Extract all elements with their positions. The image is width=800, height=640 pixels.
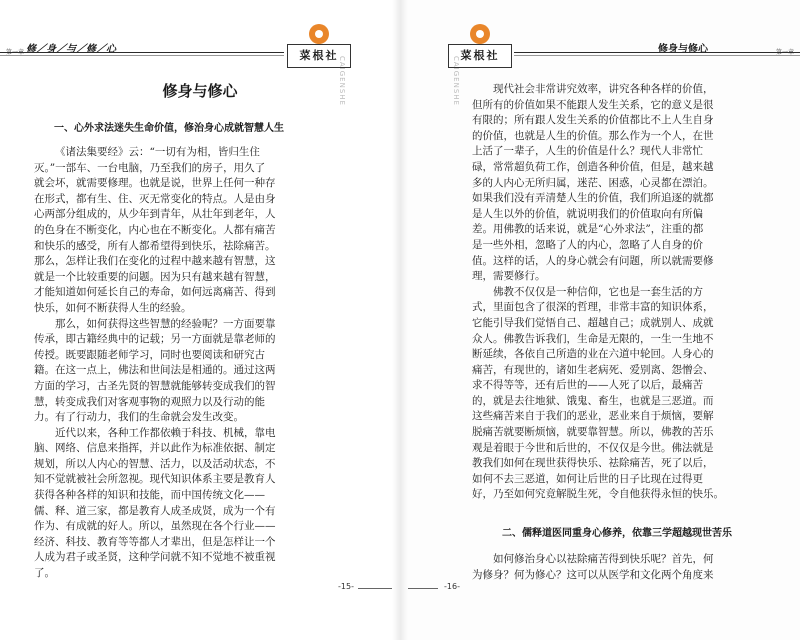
page-number: -16- [444, 582, 460, 591]
text-line: 但所有的价值如果不能跟人发生关系，它的意义是很 [472, 98, 714, 111]
text-line: 现代社会非常讲究效率，讲究各种各样的价值， [493, 83, 714, 95]
text-line: 有限的；所有跟人发生关系的价值都比不上人生自身 [472, 114, 714, 127]
body-text [34, 145, 334, 582]
text-line: 儒、释、道三家，都是教育人成圣成贤，成为一个有 [34, 504, 276, 517]
logo-emblem-icon [309, 24, 329, 44]
text-line: 碌，常常超负荷工作，创造各种价值，但是，越来越 [472, 160, 714, 173]
body-text [472, 82, 784, 503]
side-vertical-text: CAIGENSHE [452, 56, 460, 106]
text-line: 众人。佛教告诉我们，生命是无限的，一生一生地不 [472, 332, 714, 345]
text-line: 这些痛苦来自于我们的恶业，恶业来自于烦恼，要解 [472, 410, 714, 423]
page-title: 修身与修心 [162, 82, 238, 100]
text-line: 籍。在这一点上，佛法和世间法是相通的。通过这两 [34, 364, 276, 377]
text-line: 是人生以外的价值，就说明我们的价值取向有所偏 [472, 207, 703, 220]
text-line: 的色身在不断变化，内心也在不断变化。人都有痛苦 [34, 223, 276, 236]
logo-emblem-icon [470, 24, 490, 44]
section-heading: 二、儒释道医同重身心修养，依靠三学超越现世苦乐 [502, 528, 732, 539]
text-line: 好，乃至如何究竟解脱生死，令自他获得永恒的快乐。 [472, 488, 724, 501]
text-line: 如果我们没有弄清楚人生的价值，我们所追逐的就都 [472, 192, 714, 205]
text-line: 力。有了行动力，我们的生命就会发生改变。 [34, 411, 244, 424]
page-number: -15- [338, 582, 354, 591]
text-line: 方面的学习，古圣先贤的智慧就能够转变成我们的智 [34, 379, 276, 392]
text-line: 观是着眼于今世和后世的，不仅仅是今世。佛法就是 [472, 441, 714, 454]
running-title: 修身与修心 [658, 44, 708, 55]
book-gutter [392, 0, 408, 640]
text-line: 《诸法集要经》云：“一切有为相，皆归生住 [55, 146, 260, 158]
text-line: 了。 [34, 567, 55, 580]
text-line: 知不觉就被社会所忽视。现代知识体系主要是教育人 [34, 473, 276, 486]
header-rule [514, 52, 800, 53]
chapter-label: 第一章 [776, 49, 795, 56]
body-text-continued [472, 552, 784, 583]
text-line: 差。用佛教的话来说，就是“心外求法”，注重的都 [472, 223, 704, 236]
text-line: 规划，所以人内心的智慧、活力，以及活动状态，不 [34, 457, 276, 470]
text-line: 心两部分组成的，从少年到青年，从壮年到老年，人 [34, 208, 276, 221]
footer-rule [408, 588, 438, 589]
footer-rule [358, 588, 392, 589]
text-line: 为修身？何为修心？这可以从医学和文化两个角度来 [472, 568, 714, 581]
text-line: 获得各种各样的知识和技能，而中国传统文化—— [34, 489, 265, 502]
logo-text: 菜根社 [448, 44, 512, 68]
text-line: 是一些外相，忽略了人的内心，忽略了人自身的价 [472, 238, 703, 251]
text-line: 的价值，也就是人生的价值。那么作为一个人，在世 [472, 129, 714, 142]
right-page [400, 0, 800, 640]
text-line: 上活了一辈子，人生的价值是什么？现代人非常忙 [472, 145, 703, 158]
text-line: 的，就是去往地狱、饿鬼、畜生，也就是三恶道。而 [472, 394, 714, 407]
text-line: 快乐，如何不断获得人生的经验。 [34, 301, 192, 314]
text-line: 求不得等等，还有后世的——人死了以后，最痛苦 [472, 379, 703, 392]
text-line: 那么，如何获得这些智慧的经验呢？一方面要靠 [55, 317, 276, 330]
section-heading: 一、心外求法迷失生命价值，修治身心成就智慧人生 [54, 123, 284, 134]
text-line: 作为、有成就的好人。所以，虽然现在各个行业—— [34, 520, 276, 533]
logo-text: 菜根社 [287, 44, 351, 68]
header-rule-thin [514, 55, 800, 56]
chapter-label: 第一章 [6, 49, 25, 56]
text-line: 脱痛苦就要断烦恼，就要靠智慧。所以，佛教的苦乐 [472, 426, 714, 439]
text-line: 人成为君子或圣贤，这种学问就不知不觉地不被重视 [34, 551, 276, 564]
text-line: 经济、科技、教育等等都人才辈出，但是怎样让一个 [34, 535, 276, 548]
text-line: 和快乐的感受，所有人都希望得到快乐，祛除痛苦。 [34, 239, 276, 252]
text-line: 脑、网络、信息来指挥，并以此作为标准依据、制定 [34, 442, 276, 455]
text-line: 慧，转变成我们对客观事物的观照力以及行动的能 [34, 395, 265, 408]
header-rule [0, 52, 284, 53]
text-line: 多的人内心无所归属，迷茫、困惑，心灵都在漂泊。 [472, 176, 714, 189]
text-line: 灭。”一部车、一台电脑，乃至我们的房子，用久了 [34, 161, 266, 174]
text-line: 如何不去三恶道，如何让后世的日子比现在过得更 [472, 472, 703, 485]
text-line: 在形式，都有生、住、灭无常变化的特点。人是由身 [34, 192, 276, 205]
text-line: 就会坏，就需要修理。也就是说，世界上任何一种存 [34, 177, 276, 190]
text-line: 它能引导我们觉悟自己、超越自己；成就别人、成就 [472, 316, 714, 329]
text-line: 那么，怎样让我们在变化的过程中越来越有智慧，这 [34, 255, 276, 268]
text-line: 传授。既要跟随老师学习，同时也要阅读和研究古 [34, 348, 265, 361]
text-line: 如何修治身心以祛除痛苦得到快乐呢？首先，何 [493, 553, 714, 565]
text-line: 理，需要修行。 [472, 270, 546, 283]
text-line: 就是一个比较重要的问题。因为只有越来越有智慧， [34, 270, 276, 283]
text-line: 教我们如何在现世获得快乐、祛除痛苦，死了以后， [472, 457, 714, 470]
text-line: 断延续，各依自己所造的业在六道中轮回。人身心的 [472, 348, 714, 361]
running-title: 修／身／与／修／心 [26, 44, 116, 55]
text-line: 传承，即古籍经典中的记载；另一方面就是靠老师的 [34, 333, 276, 346]
header-rule-thin [0, 55, 284, 56]
side-vertical-text: CAIGENSHE [338, 56, 346, 106]
text-line: 式，里面包含了很深的哲理，非常丰富的知识体系， [472, 301, 714, 314]
text-line: 才能知道如何延长自己的寿命，如何远离痛苦、得到 [34, 286, 276, 299]
text-line: 痛苦，有现世的，诸如生老病死、爱别离、怨憎会、 [472, 363, 714, 376]
text-line: 近代以来，各种工作都依赖于科技、机械，靠电 [55, 426, 276, 439]
text-line: 值。这样的话，人的身心就会有问题，所以就需要修 [472, 254, 714, 267]
text-line: 佛教不仅仅是一种信仰，它也是一套生活的方 [493, 285, 703, 298]
